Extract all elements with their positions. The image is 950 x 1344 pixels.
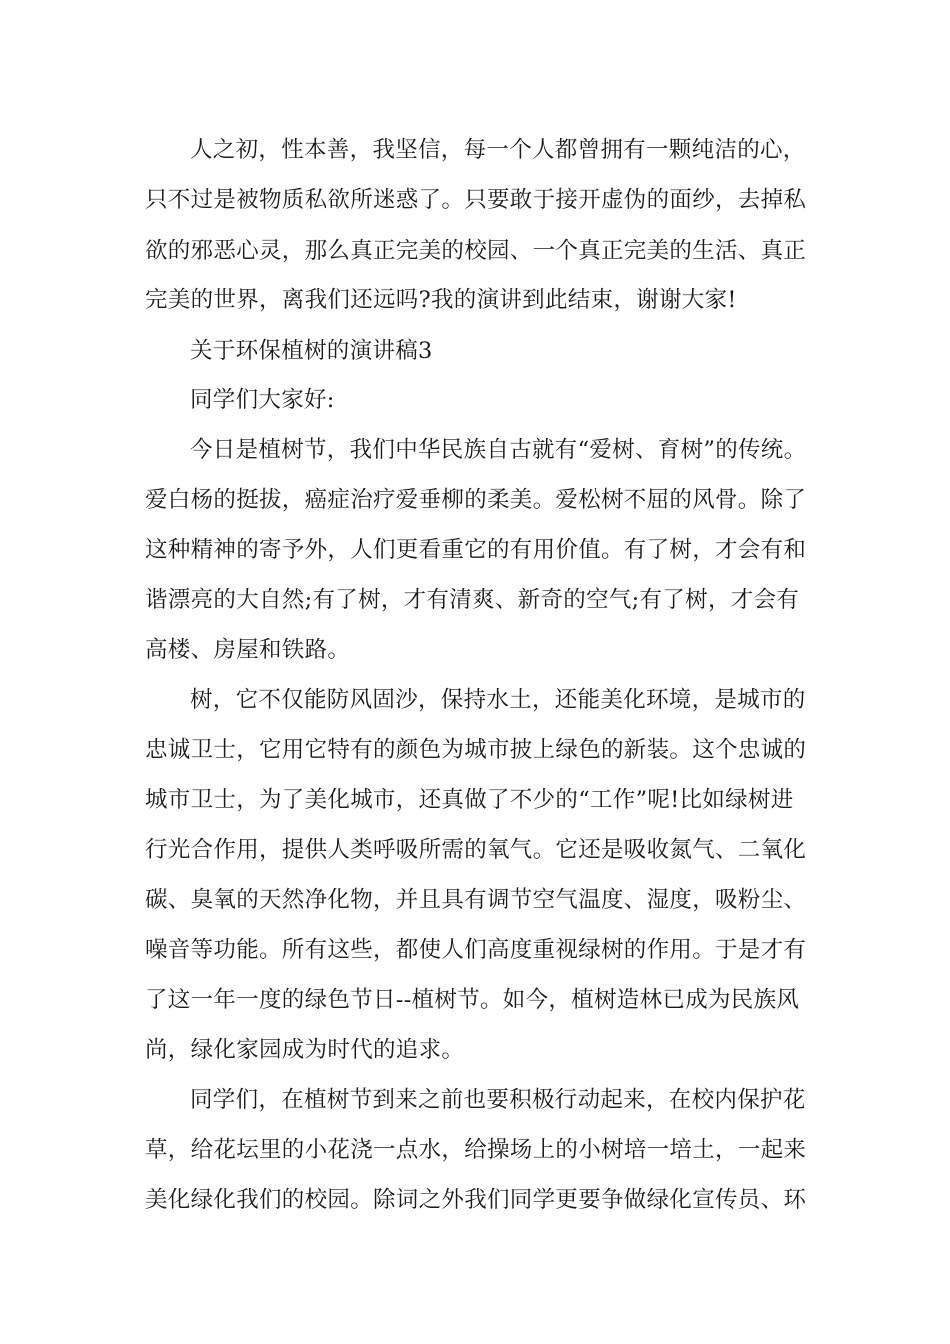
paragraph-line: 只不过是被物质私欲所迷惑了。只要敢于接开虚伪的面纱，去掉私: [145, 187, 807, 213]
paragraph-line: 忠诚卫士，它用它特有的颜色为城市披上绿色的新装。这个忠诚的: [145, 737, 807, 763]
paragraph-line: 美化绿化我们的校园。除词之外我们同学更要争做绿化宣传员、环: [145, 1187, 807, 1213]
paragraph-line: 树，它不仅能防风固沙，保持水土，还能美化环境，是城市的: [190, 687, 806, 713]
paragraph-line: 这种精神的寄予外，人们更看重它的有用价值。有了树，才会有和: [145, 537, 807, 563]
paragraph-line: 谐漂亮的大自然;有了树，才有清爽、新奇的空气;有了树，才会有: [145, 587, 800, 613]
paragraph-line: 碳、臭氧的天然净化物，并且具有调节空气温度、湿度，吸粉尘、: [145, 887, 807, 913]
paragraph-line: 了这一年一度的绿色节日--植树节。如今，植树造林已成为民族风: [145, 987, 800, 1013]
paragraph-line: 完美的世界，离我们还远吗?我的演讲到此结束，谢谢大家!: [145, 287, 737, 313]
paragraph-line: 高楼、房屋和铁路。: [145, 637, 351, 663]
paragraph-line: 爱白杨的挺拔，癌症治疗爱垂柳的柔美。爱松树不屈的风骨。除了: [145, 487, 807, 513]
paragraph-line: 今日是植树节，我们中华民族自古就有“爱树、育树”的传统。: [190, 437, 807, 463]
greeting-line: 同学们大家好:: [190, 387, 335, 413]
paragraph-line: 城市卫士，为了美化城市，还真做了不少的“工作”呢!比如绿树进: [145, 787, 794, 813]
paragraph-line: 欲的邪恶心灵，那么真正完美的校园、一个真正完美的生活、真正: [145, 238, 807, 264]
paragraph-line: 行光合作用，提供人类呼吸所需的氧气。它还是吸收氮气、二氧化: [145, 837, 807, 863]
paragraph-line: 草，给花坛里的小花浇一点水，给操场上的小树培一培土，一起来: [145, 1137, 807, 1163]
paragraph-line: 噪音等功能。所有这些，都使人们高度重视绿树的作用。于是才有: [145, 937, 807, 963]
paragraph-line: 尚，绿化家园成为时代的追求。: [145, 1037, 465, 1063]
paragraph-line: 同学们，在植树节到来之前也要积极行动起来，在校内保护花: [190, 1087, 806, 1113]
section-heading: 关于环保植树的演讲稿3: [190, 338, 433, 364]
paragraph-line: 人之初，性本善，我坚信，每一个人都曾拥有一颗纯洁的心，: [190, 137, 806, 163]
